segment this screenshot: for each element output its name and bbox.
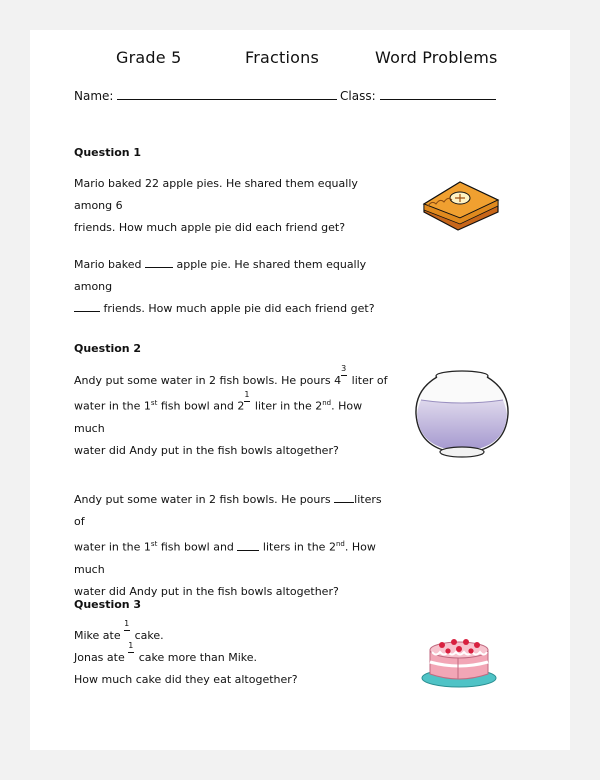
q2-blank-liters-1[interactable] (334, 491, 354, 503)
class-field[interactable] (340, 87, 496, 103)
q1-line-2: friends. How much apple pie did each friend get? (74, 221, 346, 234)
q1-template-line-1 (74, 254, 394, 298)
name-line[interactable] (117, 87, 337, 100)
q2-sup-st: st (150, 399, 158, 407)
q2-template-line-1 (74, 489, 394, 533)
q2-blank-liters-2[interactable] (237, 539, 259, 551)
class-line[interactable] (380, 87, 496, 100)
q2-sup-nd: nd (322, 399, 332, 407)
q2-template-sup-nd: nd (335, 540, 345, 548)
header-section: Word Problems (375, 48, 498, 67)
header-topic: Fractions (245, 48, 320, 67)
q3-line-2 (74, 641, 394, 669)
q3-line-1 (74, 619, 394, 647)
q3-fraction-2-num: 1 (128, 641, 134, 650)
q2-template-text-e: liters in the 2 (262, 540, 336, 554)
q2-text-e: liter in the 2 (254, 399, 323, 413)
q3-line-3: How much cake did they eat altogether? (74, 673, 298, 686)
q3-text-b: cake. (134, 629, 164, 642)
pie-slice-icon (418, 178, 506, 236)
q2-template-text-d: fish bowl and (160, 540, 234, 554)
q2-fraction-2 (244, 389, 251, 410)
q2-line-1 (74, 364, 394, 392)
q2-text-a: Andy put some water in 2 fish bowls. He pours 4 (74, 374, 342, 387)
q1-template-text-c: friends. How much apple pie did each friend get? (103, 302, 375, 315)
q2-template-text-f: . How much (74, 540, 376, 576)
q1-blank-pies[interactable] (145, 256, 173, 268)
class-label: Class: (340, 89, 376, 103)
question-2-problem (74, 364, 394, 462)
worksheet-page (30, 30, 570, 750)
q1-line-1: Mario baked 22 apple pies. He shared them equally among 6 (74, 177, 358, 212)
question-1-template (74, 254, 394, 320)
q2-fraction-2-num: 1 (244, 389, 250, 399)
question-3-problem (74, 619, 394, 691)
q2-template-text-b: liters of (74, 493, 382, 528)
question-2-template (74, 489, 394, 603)
q2-text-b: liter of (351, 374, 388, 387)
cake-icon (420, 630, 498, 690)
q2-text-d: fish bowl and 2 (160, 399, 245, 413)
q2-fraction-1 (341, 364, 348, 384)
q2-line-2 (74, 389, 394, 440)
q1-template-line-2 (74, 298, 394, 320)
q1-template-text-b: apple pie. He shared them equally among (74, 258, 367, 293)
header-grade: Grade 5 (116, 48, 182, 67)
question-3-heading: Question 3 (74, 598, 142, 611)
question-2-heading: Question 2 (74, 342, 142, 355)
fish-bowl-icon (413, 368, 511, 460)
question-1-problem (74, 173, 394, 239)
q3-text-c: Jonas ate (74, 651, 125, 664)
q3-fraction-2 (128, 641, 135, 661)
q2-template-line-3: water did Andy put in the fish bowls altogether? (74, 584, 339, 598)
q1-template-text-a: Mario baked (74, 258, 142, 271)
q2-template-text-c: water in the 1 (74, 540, 151, 554)
q1-blank-friends[interactable] (74, 300, 100, 312)
q2-text-f: . How much (74, 399, 363, 435)
q2-text-c: water in the 1 (74, 399, 151, 413)
name-field[interactable] (74, 87, 337, 103)
q2-template-text-a: Andy put some water in 2 fish bowls. He pours (74, 493, 331, 506)
q3-text-d: cake more than Mike. (138, 651, 258, 664)
q3-text-a: Mike ate (74, 629, 121, 642)
name-label: Name: (74, 89, 114, 103)
q3-fraction-1-num: 1 (124, 619, 130, 628)
q2-template-sup-st: st (150, 540, 158, 548)
q3-fraction-1 (124, 619, 131, 639)
question-1-heading: Question 1 (74, 146, 142, 159)
q2-template-line-2 (74, 533, 394, 581)
q2-line-3: water did Andy put in the fish bowls altogether? (74, 443, 339, 457)
q2-fraction-1-num: 3 (341, 364, 347, 373)
